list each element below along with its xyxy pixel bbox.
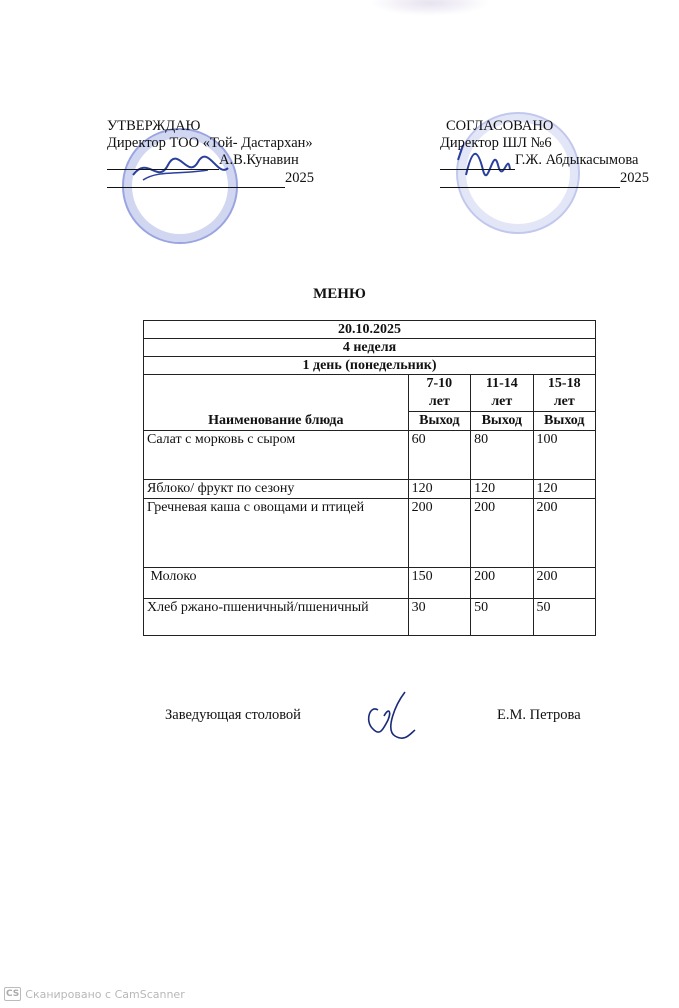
approver-name: Г.Ж. Абдыкасымова (515, 152, 639, 168)
canteen-head-role: Заведующая столовой (165, 707, 301, 723)
column-header-yield: Выход (408, 412, 470, 431)
yield-value: 80 (471, 431, 533, 480)
table-row (144, 499, 596, 568)
yield-value: 50 (471, 599, 533, 636)
yield-value: 100 (533, 431, 595, 480)
table-row (144, 599, 596, 636)
yield-value: 120 (533, 480, 595, 499)
yield-value: 120 (471, 480, 533, 499)
table-row (144, 431, 596, 480)
column-header-yield: Выход (471, 412, 533, 431)
menu-week: 4 неделя (144, 339, 596, 357)
column-header-age (533, 375, 595, 412)
approval-block-right (440, 118, 649, 188)
table-row (144, 480, 596, 499)
dish-name: Яблоко/ фрукт по сезону (144, 480, 409, 499)
dish-name: Хлеб ржано-пшеничный/пшеничный (144, 599, 409, 636)
yield-value: 200 (471, 499, 533, 568)
yield-value: 200 (471, 568, 533, 599)
dish-name: Салат с морковь с сыром (144, 431, 409, 480)
yield-value: 200 (533, 499, 595, 568)
yield-value: 50 (533, 599, 595, 636)
camscanner-logo-icon: CS (6, 989, 20, 999)
column-header-yield: Выход (533, 412, 595, 431)
column-header-age (471, 375, 533, 412)
age-unit: лет (553, 394, 575, 409)
yield-value: 200 (533, 568, 595, 599)
approval-heading: СОГЛАСОВАНО (446, 118, 554, 134)
approver-position: Директор ШЛ №6 (440, 135, 552, 151)
document-title: МЕНЮ (313, 286, 366, 302)
column-header-dish: Наименование блюда (144, 375, 409, 431)
menu-table (143, 320, 596, 636)
age-unit: лет (428, 394, 450, 409)
age-unit: лет (491, 394, 513, 409)
yield-value: 200 (408, 499, 470, 568)
table-row (144, 568, 596, 599)
dish-name: Молоко (144, 568, 409, 599)
dish-name: Гречневая каша с овощами и птицей (144, 499, 409, 568)
yield-value: 150 (408, 568, 470, 599)
approver-position: Директор ТОО «Той- Дастархан» (107, 135, 313, 151)
approval-heading: УТВЕРЖДАЮ (107, 118, 201, 134)
watermark-text: Сканировано с CamScanner (25, 987, 185, 1001)
menu-date: 20.10.2025 (144, 321, 596, 339)
approval-block-left (107, 118, 314, 188)
menu-day: 1 день (понедельник) (144, 357, 596, 375)
scanner-watermark (4, 987, 185, 1001)
yield-value: 60 (408, 431, 470, 480)
canteen-head-name: Е.М. Петрова (497, 707, 581, 723)
age-range: 11-14 (485, 376, 518, 391)
age-range: 15-18 (547, 376, 581, 391)
yield-value: 120 (408, 480, 470, 499)
yield-value: 30 (408, 599, 470, 636)
approval-year: 2025 (285, 170, 314, 186)
approval-year: 2025 (620, 170, 649, 186)
approver-name: А.В.Кунавин (219, 152, 299, 168)
canteen-head-signature (360, 690, 420, 742)
scan-smudge (370, 0, 490, 16)
column-header-age (408, 375, 470, 412)
age-range: 7-10 (426, 376, 453, 391)
